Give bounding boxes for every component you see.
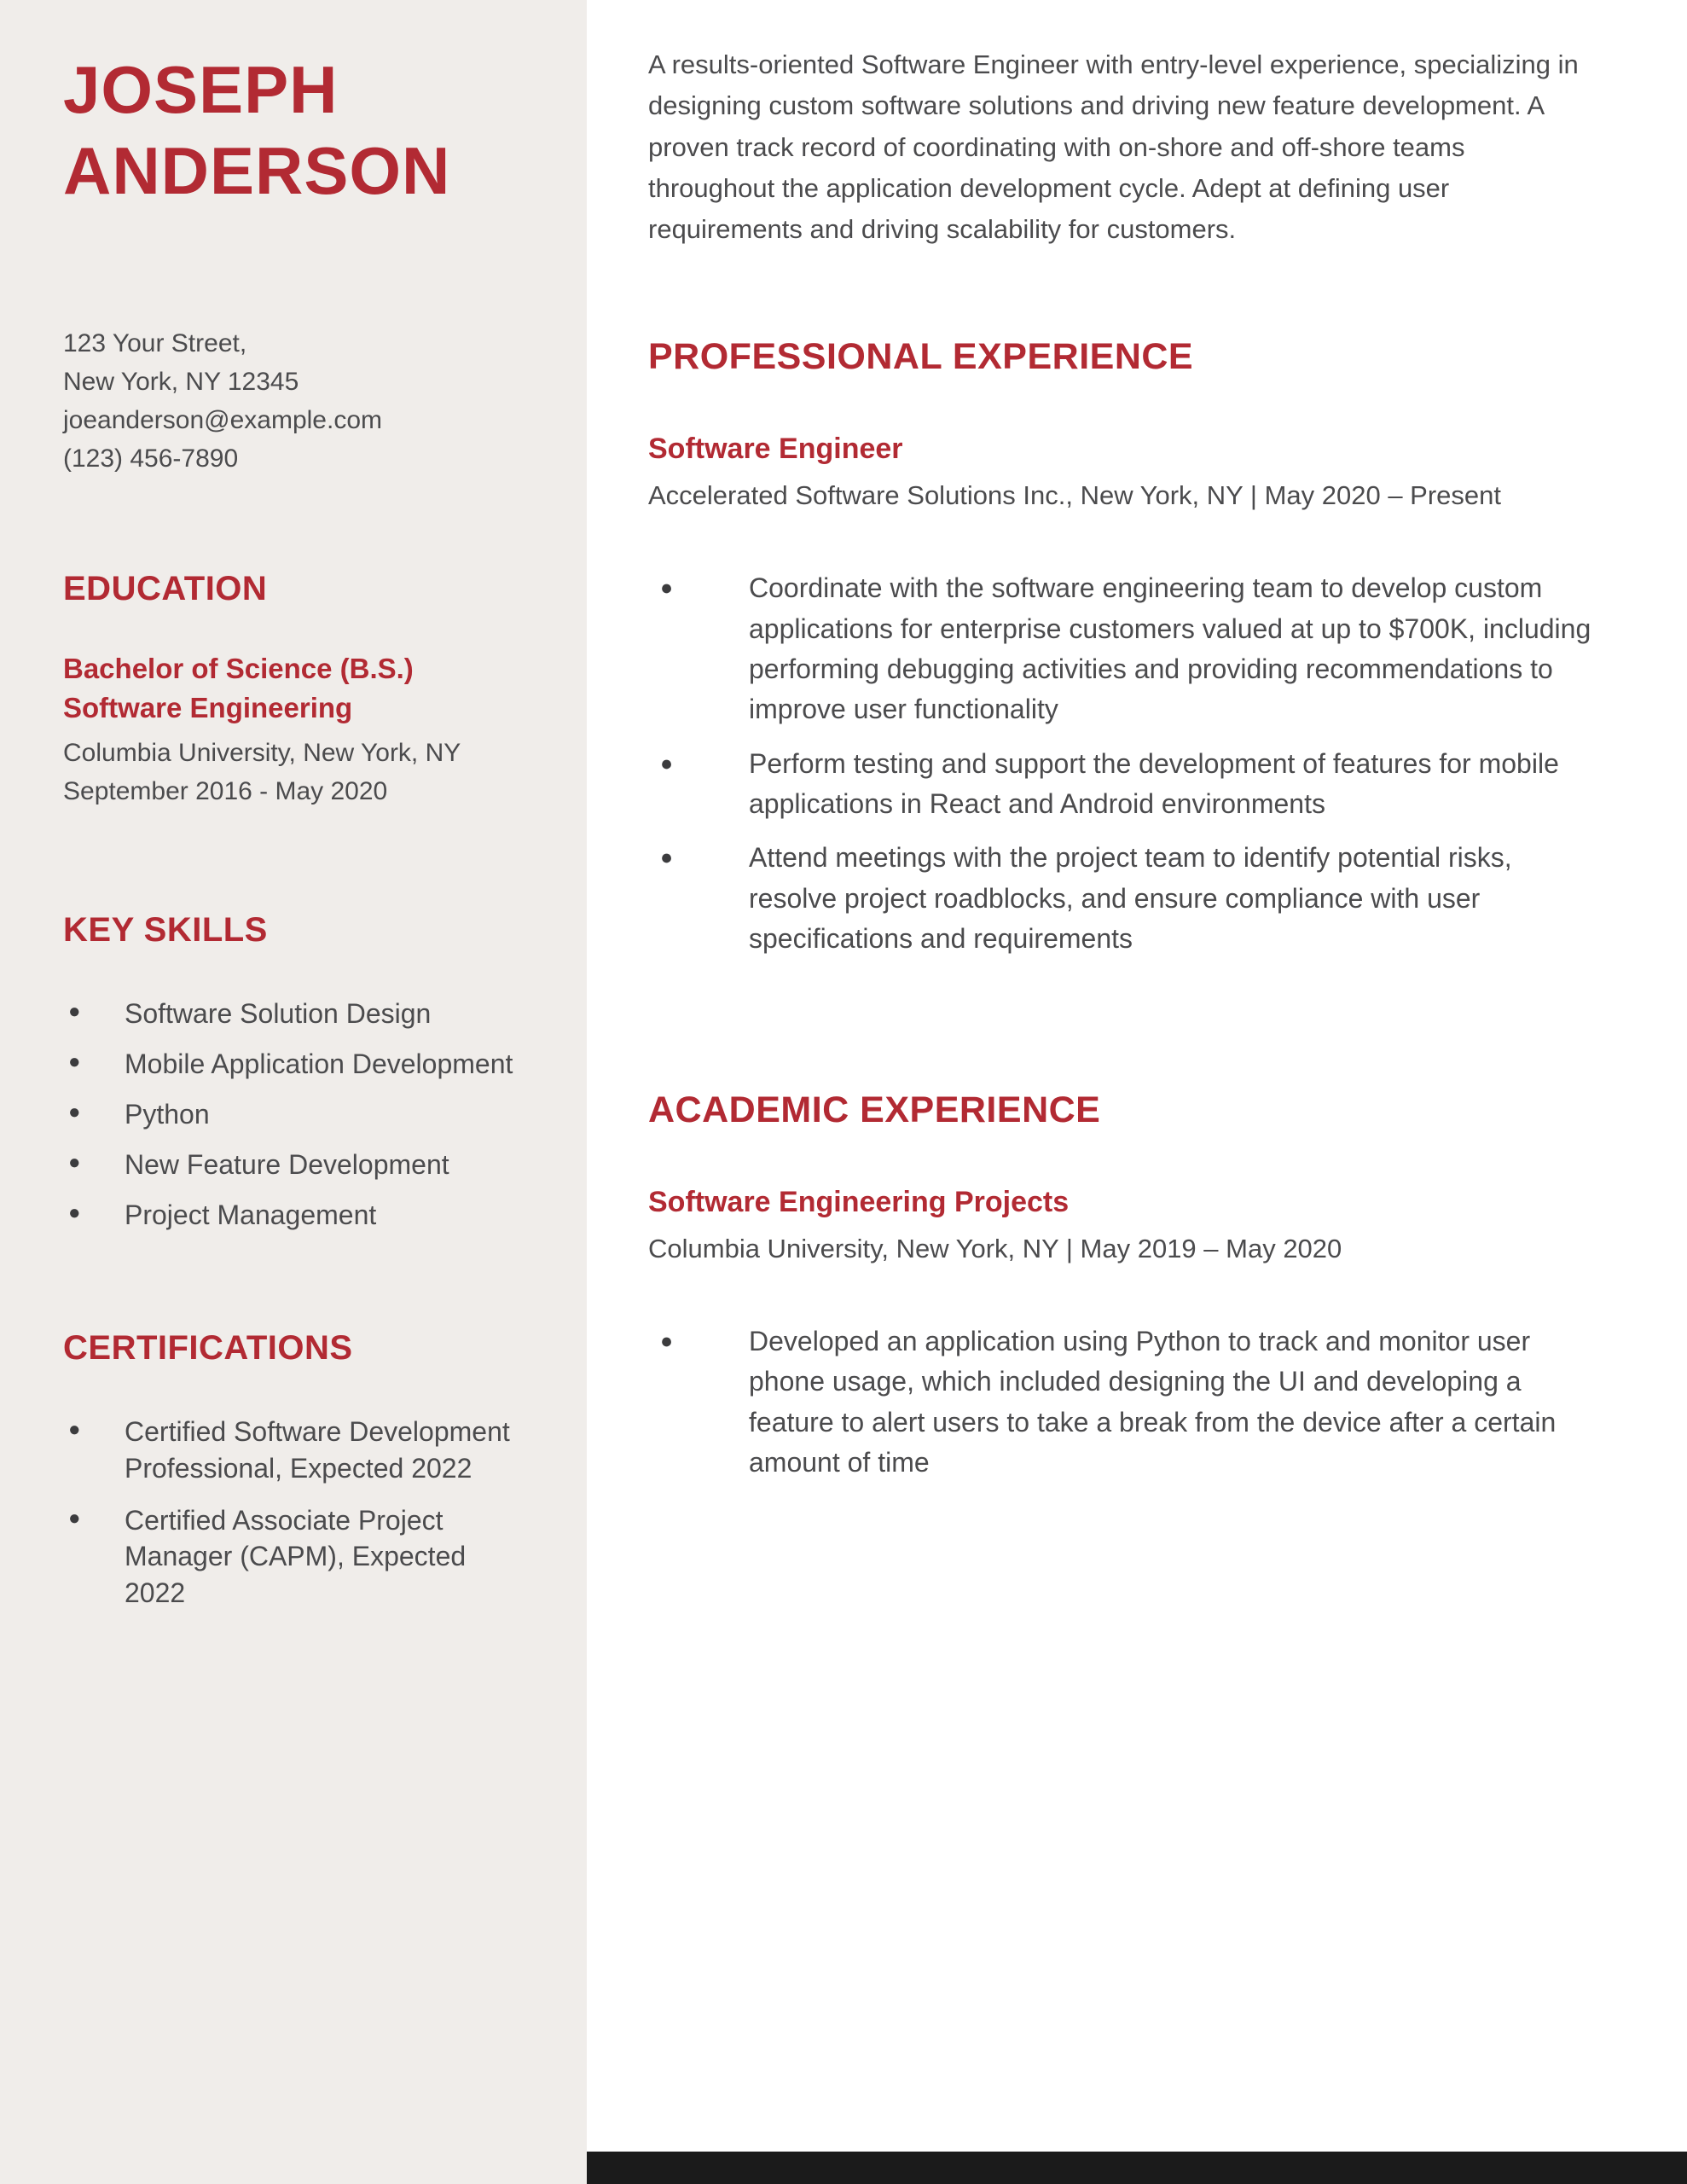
contact-street: 123 Your Street, xyxy=(63,329,247,358)
candidate-name xyxy=(63,49,534,212)
footer-bar xyxy=(587,2152,1687,2184)
job-bullet-list xyxy=(648,568,1591,959)
job-title: Software Engineer xyxy=(648,432,903,465)
academic-experience-heading: ACADEMIC EXPERIENCE xyxy=(648,1089,1101,1130)
project-title: Software Engineering Projects xyxy=(648,1185,1070,1218)
project-entry xyxy=(648,1186,1591,1484)
skill-item: ● Project Management xyxy=(63,1197,534,1234)
project-bullet: ● Developed an application using Python to track and monitor user phone usage, which included designing the UI and developing a feature to alert users to take a break from the device after a certain amount of time xyxy=(648,1321,1591,1483)
skill-item: ● Python xyxy=(63,1096,534,1133)
key-skills-list xyxy=(63,996,534,1233)
skill-item: ● Mobile Application Development xyxy=(63,1046,534,1083)
contact-email: joeanderson@example.com xyxy=(63,406,382,435)
education-heading: EDUCATION xyxy=(63,570,268,608)
contact-block xyxy=(63,324,534,478)
name-line-1: JOSEPH xyxy=(63,52,339,127)
education-degree: Bachelor of Science (B.S.) Software Engineering xyxy=(63,653,414,723)
job-entry xyxy=(648,433,1591,960)
skill-item: ● New Feature Development xyxy=(63,1147,534,1183)
summary-paragraph: A results-oriented Software Engineer with entry-level experience, specializing in designing custom software solutions and driving new feature development. A proven track record of coordinating with on-shore and off-shore teams throughout the application development cycle. Adept at defining user requirements and driving scalability for customers. xyxy=(648,49,1579,245)
education-school: Columbia University, New York, NY xyxy=(63,739,461,768)
contact-city: New York, NY 12345 xyxy=(63,368,299,397)
job-bullet: ● Coordinate with the software engineering team to develop custom applications for enterprise customers valued at up to $700K, including performing debugging activities and providing recommendations to improve user functionality xyxy=(648,568,1591,729)
professional-experience-heading: PROFESSIONAL EXPERIENCE xyxy=(648,335,1194,377)
sidebar xyxy=(0,0,587,2184)
certifications-list xyxy=(63,1414,534,1612)
main-column xyxy=(587,0,1687,2184)
education-dates: September 2016 - May 2020 xyxy=(63,777,388,806)
certifications-heading: CERTIFICATIONS xyxy=(63,1328,353,1367)
contact-phone: (123) 456-7890 xyxy=(63,444,239,473)
certification-item: ● Certified Software Development Professional, Expected 2022 xyxy=(63,1414,534,1487)
project-company-line: Columbia University, New York, NY | May 2019 – May 2020 xyxy=(648,1233,1342,1263)
job-bullet: ● Attend meetings with the project team to identify potential risks, resolve project roadblocks, and ensure compliance with user specifications and requirements xyxy=(648,838,1591,959)
key-skills-heading: KEY SKILLS xyxy=(63,911,268,950)
certification-item: ● Certified Associate Project Manager (CAPM), Expected 2022 xyxy=(63,1502,534,1612)
project-bullet-list xyxy=(648,1321,1591,1483)
name-line-2: ANDERSON xyxy=(63,133,451,209)
skill-item: ● Software Solution Design xyxy=(63,996,534,1032)
job-company-line: Accelerated Software Solutions Inc., New York, NY | May 2020 – Present xyxy=(648,479,1502,510)
job-bullet: ● Perform testing and support the development of features for mobile applications in React and Android environments xyxy=(648,744,1591,825)
